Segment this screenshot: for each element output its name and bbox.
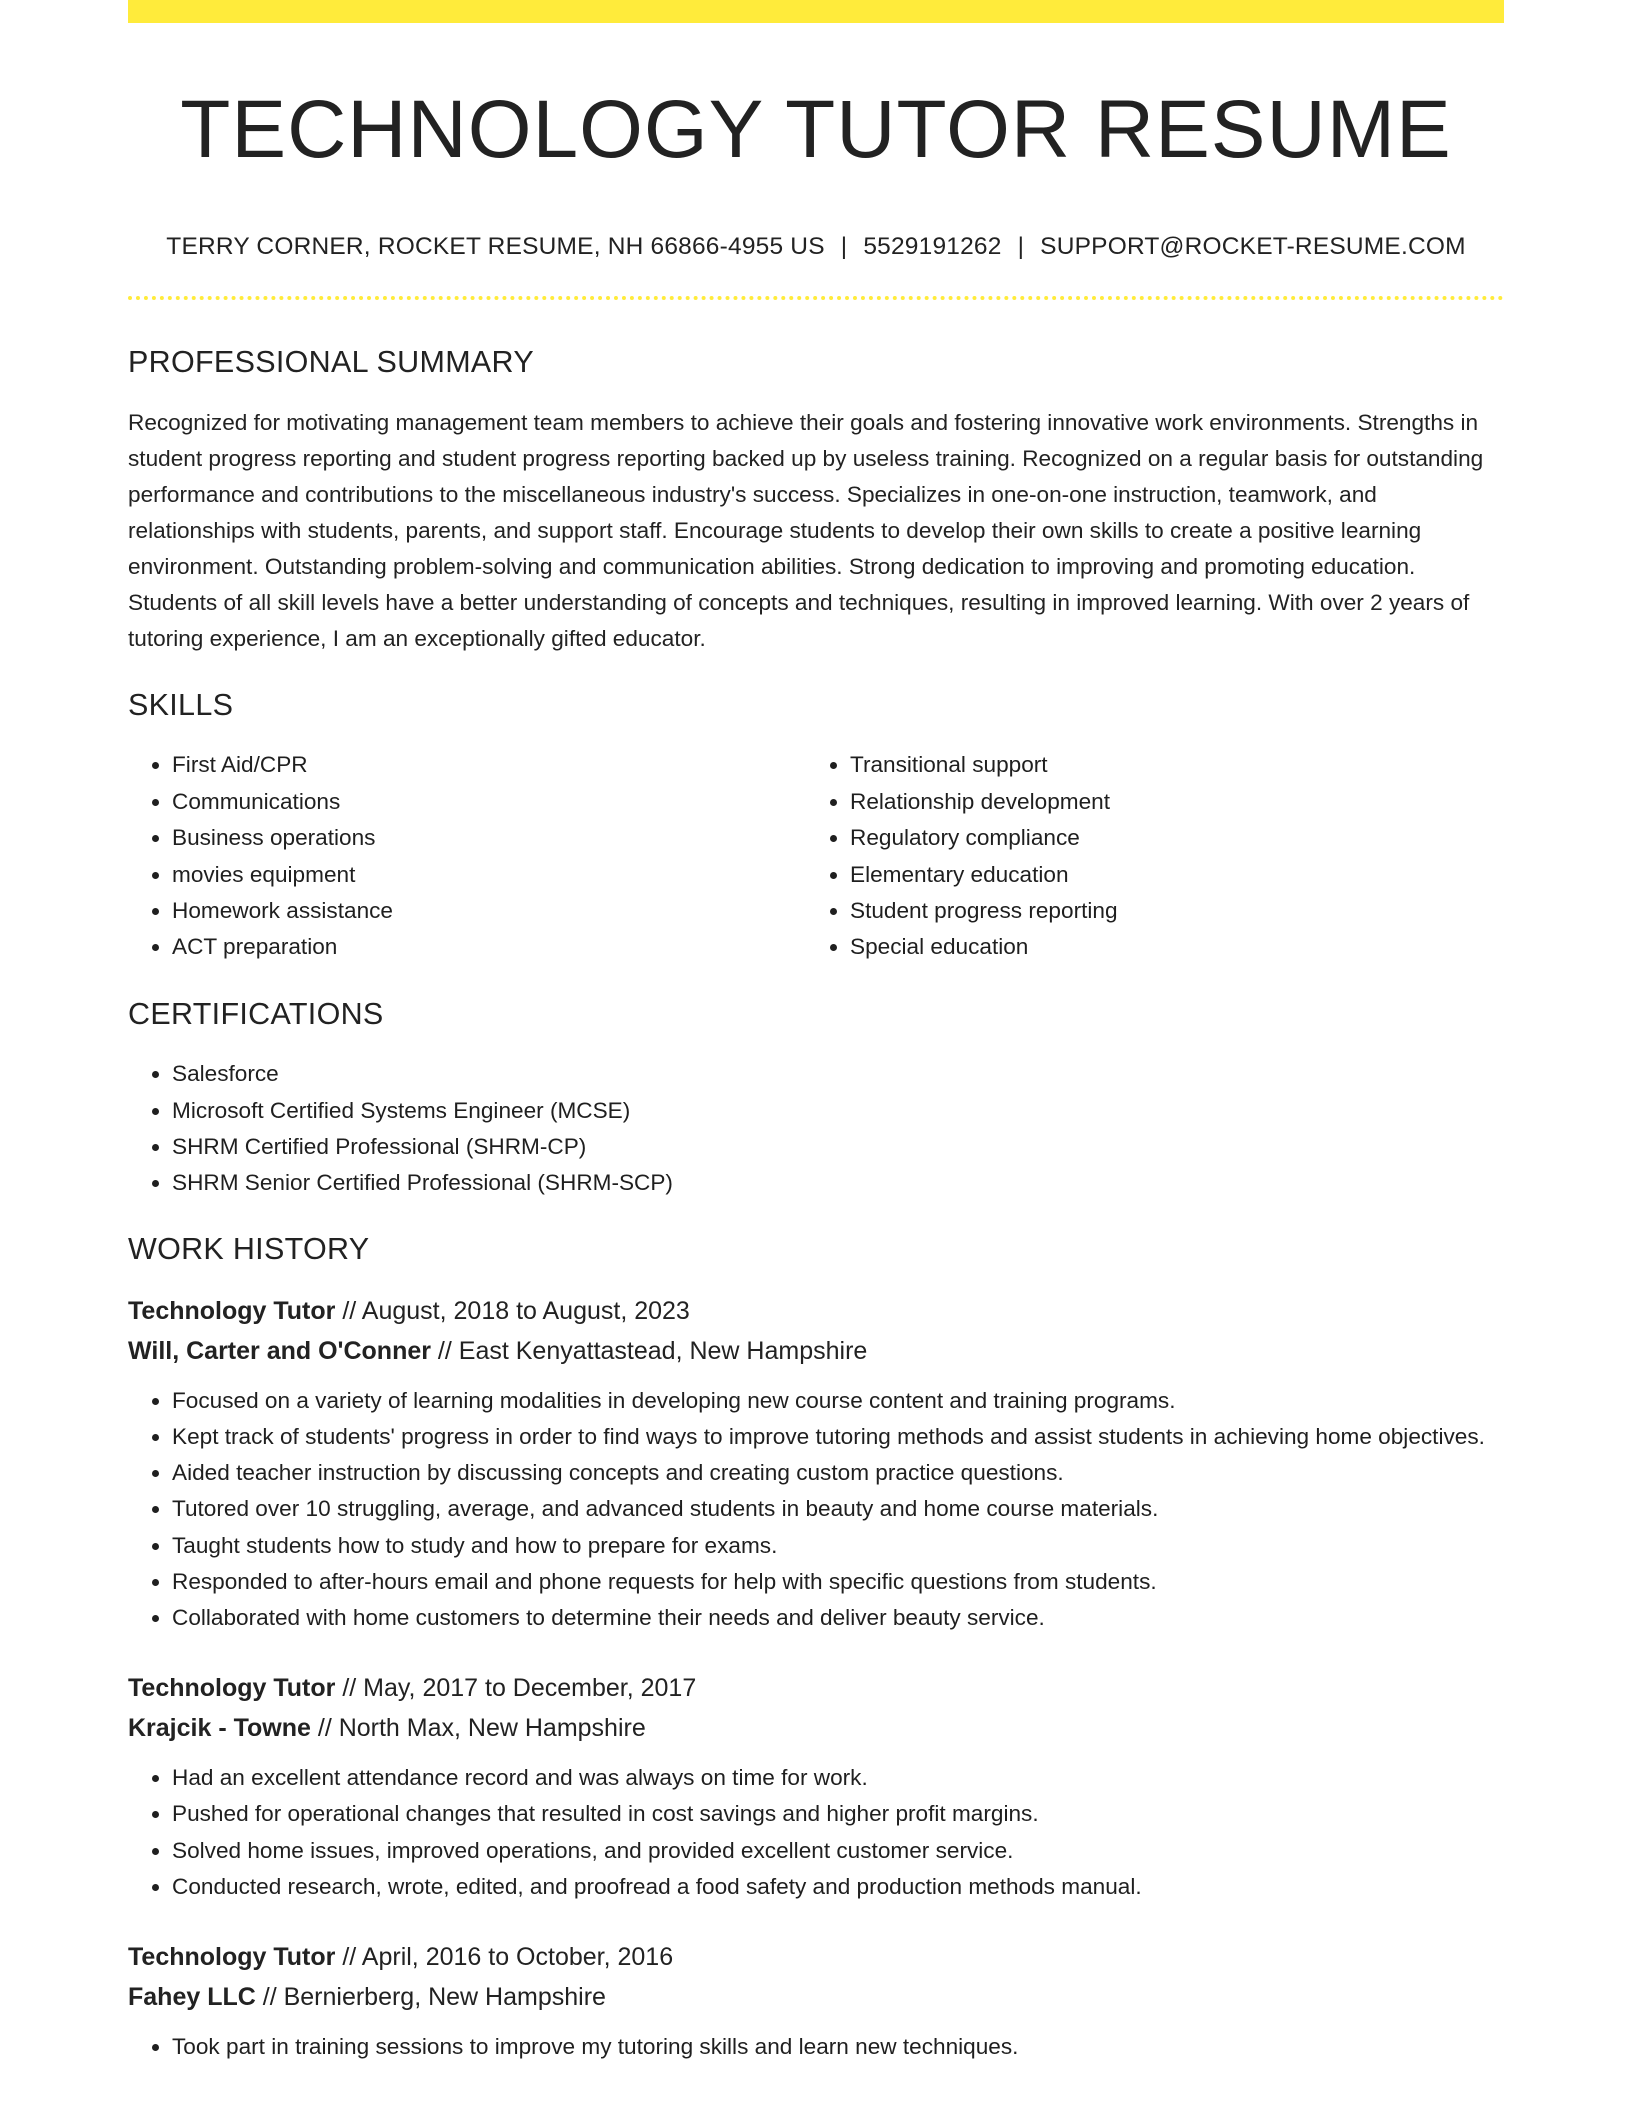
work-history-heading: WORK HISTORY — [128, 1232, 370, 1267]
certification-item: • Microsoft Certified Systems Engineer (MCSE) — [172, 1093, 1504, 1129]
summary-text: Recognized for motivating management team members to achieve their goals and fostering innovative work environments. Strengths in student progress reporting and student progress reporting backed up by useless training. Recognized on a regular basis for outstanding performance and contributions to the miscellaneous industry's success. Specializes in one-on-one instruction, teamwork, and relationships with students, parents, and support staff. Encourage students to develop their own skills to create a positive learning environment. Outstanding problem-solving and communication abilities. Strong dedication to improving and promoting education. Students of all skill levels have a better understanding of concepts and techniques, resulting in improved learning. With over 2 years of tutoring experience, I am an exceptionally gifted educator. — [128, 409, 1484, 651]
job-bullet: • Had an excellent attendance record and was always on time for work. — [172, 1760, 1504, 1796]
contact-separator: | — [840, 233, 848, 261]
certification-item: • SHRM Senior Certified Professional (SHRM-SCP) — [172, 1165, 1504, 1201]
skill-item: • ACT preparation — [172, 929, 806, 965]
job-bullet: • Focused on a variety of learning modalities in developing new course content and training programs. — [172, 1383, 1504, 1419]
certifications-heading: CERTIFICATIONS — [128, 996, 384, 1031]
job-bullet: • Kept track of students' progress in order to find ways to improve tutoring methods and assist students in achieving home objectives. — [172, 1419, 1504, 1455]
skill-item: • Relationship development — [850, 784, 1484, 820]
contact-address: TERRY CORNER, ROCKET RESUME, NH 66866-4955 US — [166, 233, 825, 261]
job-bullet: • Conducted research, wrote, edited, and proofread a food safety and production methods manual. — [172, 1869, 1504, 1905]
resume-page — [128, 0, 1504, 2065]
accent-top-bar — [128, 0, 1504, 23]
job-title-line — [128, 1291, 1504, 1331]
job-bullet: • Responded to after-hours email and phone requests for help with specific questions from students. — [172, 1564, 1504, 1600]
skill-item: • Communications — [172, 784, 806, 820]
skill-item: • Transitional support — [850, 747, 1484, 783]
contact-separator: | — [1017, 233, 1025, 261]
job-company: Will, Carter and O'Conner — [128, 1336, 431, 1365]
job-dates: // May, 2017 to December, 2017 — [335, 1674, 697, 1703]
job-title: Technology Tutor — [128, 1943, 336, 1972]
certifications-list — [128, 1056, 1504, 1201]
job-bullet: • Solved home issues, improved operations, and provided excellent customer service. — [172, 1833, 1504, 1869]
job-bullet: • Collaborated with home customers to determine their needs and deliver beauty service. — [172, 1600, 1504, 1636]
skill-item: • Regulatory compliance — [850, 820, 1484, 856]
job-title-line — [128, 1668, 1504, 1708]
job-company-line — [128, 1977, 1504, 2017]
contact-email: SUPPORT@ROCKET-RESUME.COM — [1040, 233, 1466, 261]
job-bullet: • Took part in training sessions to improve my tutoring skills and learn new techniques. — [172, 2029, 1504, 2065]
job-company-line — [128, 1331, 1504, 1371]
job-bullet: • Tutored over 10 struggling, average, and advanced students in beauty and home course materials. — [172, 1491, 1504, 1527]
skill-item: • First Aid/CPR — [172, 747, 806, 783]
skills-heading: SKILLS — [128, 687, 234, 722]
job-bullets — [128, 1383, 1504, 1636]
contact-phone: 5529191262 — [863, 233, 1002, 261]
job-bullets — [128, 1760, 1504, 1905]
job-dates: // April, 2016 to October, 2016 — [335, 1943, 674, 1972]
skill-item: • Elementary education — [850, 857, 1484, 893]
skill-item: • Homework assistance — [172, 893, 806, 929]
job-bullet: • Pushed for operational changes that resulted in cost savings and higher profit margins. — [172, 1796, 1504, 1832]
summary-heading: PROFESSIONAL SUMMARY — [128, 345, 534, 380]
job-title: Technology Tutor — [128, 1296, 336, 1325]
job-title-line — [128, 1937, 1504, 1977]
resume-title: TECHNOLOGY TUTOR RESUME — [180, 84, 1452, 175]
job-location: // North Max, New Hampshire — [310, 1714, 646, 1743]
skills-list-right — [806, 747, 1484, 965]
job-bullet: • Taught students how to study and how to prepare for exams. — [172, 1528, 1504, 1564]
skill-item: • Business operations — [172, 820, 806, 856]
skills-grid — [128, 747, 1504, 965]
job-location: // Bernierberg, New Hampshire — [255, 1983, 606, 2012]
job-dates: // August, 2018 to August, 2023 — [335, 1296, 690, 1325]
job-company: Krajcik - Towne — [128, 1714, 311, 1743]
dotted-divider — [128, 296, 1504, 300]
skill-item: • Student progress reporting — [850, 893, 1484, 929]
job-company: Fahey LLC — [128, 1983, 256, 2012]
skills-list-left — [128, 747, 806, 965]
job-company-line — [128, 1708, 1504, 1748]
job-bullets — [128, 2029, 1504, 2065]
skill-item: • Special education — [850, 929, 1484, 965]
job-title: Technology Tutor — [128, 1674, 336, 1703]
certification-item: • SHRM Certified Professional (SHRM-CP) — [172, 1129, 1504, 1165]
contact-line — [128, 233, 1504, 261]
job-location: // East Kenyattastead, New Hampshire — [430, 1336, 868, 1365]
certification-item: • Salesforce — [172, 1056, 1504, 1092]
skill-item: • movies equipment — [172, 857, 806, 893]
job-bullet: • Aided teacher instruction by discussing concepts and creating custom practice questions. — [172, 1455, 1504, 1491]
